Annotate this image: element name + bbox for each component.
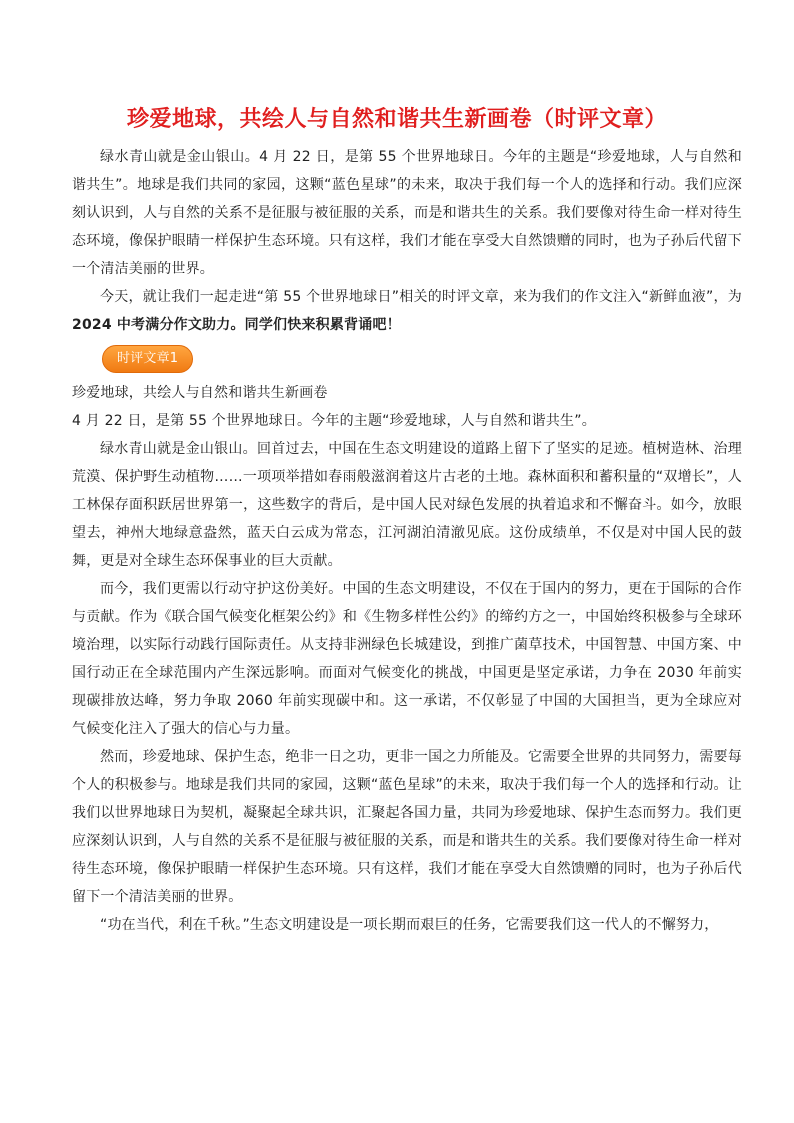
intro-paragraph-2 [72,283,742,339]
intro-year: 2024 [72,317,112,333]
article-paragraph-3: 然而，珍爱地球、保护生态，绝非一日之功，更非一国之力所能及。它需要全世界的共同努力，需要每个人的积极参与。地球是我们共同的家园，这颗“蓝色星球”的未来，取决于我们每一个人的选择和行动。让我们以世界地球日为契机，凝聚起全球共识，汇聚起各国力量，共同为珍爱地球、保护生态而努力。我们更应深刻认识到，人与自然的关系不是征服与被征服的关系，而是和谐共生的关系。我们要像对待生命一样对待生态环境，像保护眼睛一样保护生态环境。只有这样，我们才能在享受大自然馈赠的同时，也为子孙后代留下一个清洁美丽的世界。 [72,749,742,905]
article-paragraph-2: 而今，我们更需以行动守护这份美好。中国的生态文明建设，不仅在于国内的努力，更在于国际的合作与贡献。作为《联合国气候变化框架公约》和《生物多样性公约》的缔约方之一，中国始终积极参与全球环境治理，以实际行动践行国际责任。从支持非洲绿色长城建设，到推广菌草技术，中国智慧、中国方案、中国行动正在全球范围内产生深远影响。而面对气候变化的挑战，中国更是坚定承诺，力争在 2030 年前实现碳排放达峰，努力争取 2060 年前实现碳中和。这一承诺，不仅彰显了中国的大国担当，更为全球应对气候变化注入了强大的信心与力量。 [72,581,742,737]
document-body [72,143,742,939]
section-tag-badge: 时评文章1 [102,345,193,373]
article-paragraph-1: 绿水青山就是金山银山。回首过去，中国在生态文明建设的道路上留下了坚实的足迹。植树造林、治理荒漠、保护野生动植物……一项项举措如春雨般滋润着这片古老的土地。森林面积和蓄积量的“双增长”，人工林保存面积跃居世界第一，这些数字的背后，是中国人民对绿色发展的执着追求和不懈奋斗。如今，放眼望去，神州大地绿意盎然，蓝天白云成为常态，江河湖泊清澈见底。这份成绩单，不仅是对中国人民的鼓舞，更是对全球生态环保事业的巨大贡献。 [72,441,742,569]
article-subtitle: 珍爱地球，共绘人与自然和谐共生新画卷 [72,385,328,401]
document-title: 珍爱地球，共绘人与自然和谐共生新画卷（时评文章） [126,107,667,132]
article-paragraph-0: 4 月 22 日，是第 55 个世界地球日。今年的主题“珍爱地球，人与自然和谐共生”。 [72,413,596,429]
section-tag-row [72,339,742,379]
intro-paragraph-2-start: 今天，就让我们一起走进“第 55 个世界地球日”相关的时评文章，来为我们的作文注入“新鲜血液”，为 [100,289,742,305]
intro-paragraph-2-end: 中考满分作文助力。同学们快来积累背诵吧！ [111,317,401,333]
intro-paragraph-1: 绿水青山就是金山银山。4 月 22 日，是第 55 个世界地球日。今年的主题是“珍爱地球，人与自然和谐共生”。地球是我们共同的家园，这颗“蓝色星球”的未来，取决于我们每一个人的选择和行动。我们应深刻认识到，人与自然的关系不是征服与被征服的关系，而是和谐共生的关系。我们要像对待生命一样对待生态环境，像保护眼睛一样保护生态环境。只有这样，我们才能在享受大自然馈赠的同时，也为子孙后代留下一个清洁美丽的世界。 [72,149,742,277]
article-paragraph-4: “功在当代，利在千秋。”生态文明建设是一项长期而艰巨的任务，它需要我们这一代人的不懈努力， [100,917,719,933]
